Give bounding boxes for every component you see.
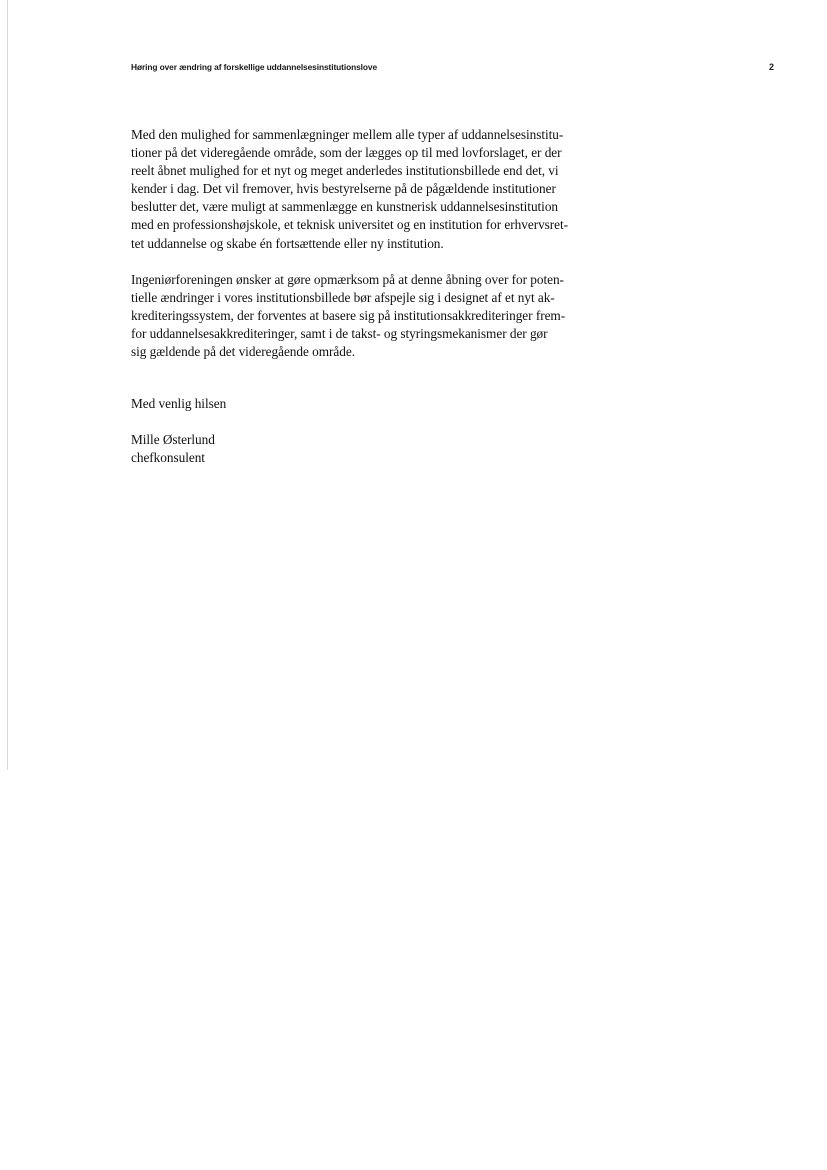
signer-title: chefkonsulent bbox=[131, 450, 205, 466]
text-line: tielle ændringer i vores institutionsbillede bør afspejle sig i designet af et nyt ak- bbox=[131, 289, 555, 305]
text-line: sig gældende på det videregående område. bbox=[131, 344, 355, 360]
closing-salutation bbox=[131, 395, 641, 413]
running-header: Høring over ændring af forskellige uddannelsesinstitutionslove bbox=[131, 62, 378, 72]
signer-name: Mille Østerlund bbox=[131, 432, 215, 448]
text-line: krediteringssystem, der forventes at basere sig på institutionsakkrediteringer frem- bbox=[131, 307, 566, 323]
text-line: tet uddannelse og skabe én fortsættende eller ny institution. bbox=[131, 235, 444, 251]
signature-block bbox=[131, 431, 641, 467]
text-line: for uddannelsesakkrediteringer, samt i de takst- og styringsmekanismer der gør bbox=[131, 325, 548, 341]
letter-body bbox=[131, 126, 641, 467]
text-line: beslutter det, være muligt at sammenlægge en kunstnerisk uddannelsesinstitution bbox=[131, 199, 559, 215]
paragraph-mergers bbox=[131, 126, 641, 253]
text-line: tioner på det videregående område, som der lægges op til med lovforslaget, er der bbox=[131, 145, 562, 161]
text-line: Ingeniørforeningen ønsker at gøre opmærksom på at denne åbning over for poten- bbox=[131, 271, 564, 287]
page-number: 2 bbox=[769, 62, 775, 72]
page-edge-line bbox=[7, 0, 8, 770]
closing-text: Med venlig hilsen bbox=[131, 396, 227, 412]
text-line: reelt åbnet mulighed for et nyt og meget anderledes institutionsbillede end det, vi bbox=[131, 163, 559, 179]
text-line: kender i dag. Det vil fremover, hvis bestyrelserne på de pågældende institutioner bbox=[131, 181, 556, 197]
text-line: med en professionshøjskole, et teknisk universitet og en institution for erhvervsret- bbox=[131, 217, 569, 233]
text-line: Med den mulighed for sammenlægninger mellem alle typer af uddannelsesinstitu- bbox=[131, 127, 564, 142]
paragraph-accreditation bbox=[131, 271, 641, 361]
